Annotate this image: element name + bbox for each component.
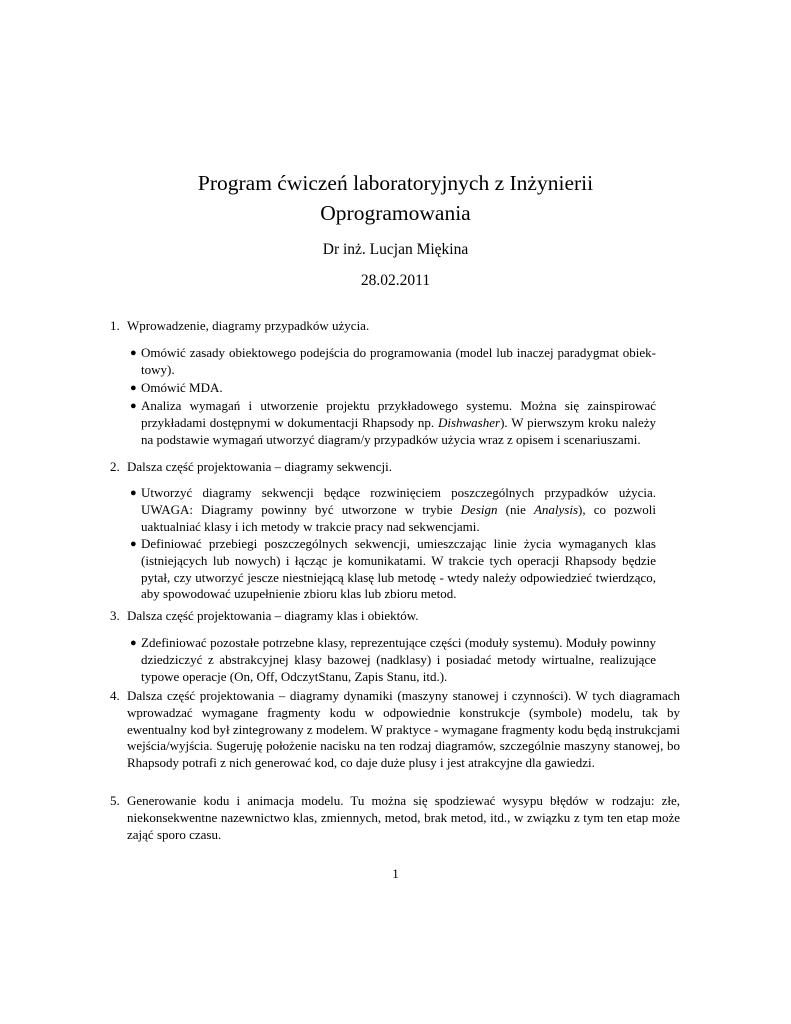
bullet-icon: ● [130,538,137,550]
title-line-1: Program ćwiczeń laboratoryjnych z Inżynierii [197,171,594,195]
list-item-text: Zdefiniować pozostałe potrzebne klasy, reprezentujące części (moduły systemu). Moduły powinny dziedziczyć z abstrakcyjnej klasy bazowej (nadklasy) i posiadać metody wirtualne, realizujące typowe operacje (On, Off, OdczytStanu, Zapis Stanu, itd.). [141,635,656,684]
list-item [130,536,656,603]
bullet-icon: ● [130,487,137,499]
section-1-heading [110,318,680,335]
bullet-icon: ● [130,347,137,359]
section-number: 2. [110,459,120,474]
text-run: ). W pierwszym kroku należy na podstawie wymagań utworzyć diagram/y przypadków użycia wraz z opisem i scenariuszami. [141,414,656,447]
list-item-text: Omówić MDA. [141,380,223,395]
list-item [130,485,657,535]
section-number: 4. [110,688,120,703]
list-item [130,398,656,448]
section-4-paragraph [110,688,680,772]
bullet-icon: ● [130,637,137,649]
section-number: 1. [110,318,120,333]
bullet-icon: ● [130,382,137,394]
section-number: 5. [110,793,120,808]
list-item-text: Omówić zasady obiektowego podejścia do programowania (model lub inaczej paradygmat obiek- towy). [141,345,656,377]
document-title [120,168,671,228]
emphasis-text: Analysis [533,501,579,517]
bullet-icon: ● [130,400,137,412]
section-number: 3. [110,608,120,623]
text-run: Analiza wymagań i utworzenie projektu przykładowego systemu. Można się zainspirować przykładami dostępnymi w dokumentacji Rhapsody np. [141,398,656,430]
emphasis-text: Dishwasher [437,414,501,430]
emphasis-text: Design [460,501,498,517]
section-title: Dalsza część projektowania – diagramy sekwencji. [127,459,392,474]
text-run: ), co pozwoli uaktualniać klasy i ich metody w trakcie pracy nad sekwencjami. [141,501,657,534]
section-3-heading [110,608,680,625]
document-date: 28.02.2011 [360,272,431,289]
document-author: Dr inż. Lucjan Miękina [322,241,469,258]
text-run: (nie [497,501,534,517]
section-text: Dalsza część projektowania – diagramy dynamiki (maszyny stanowej i czynności). W tych diagramach wprowadzać wymagane fragmenty kodu w odpowiednie konstrukcje (symbole) modelu, tak by ewentualny kod był zintegrowany z modelem. W praktyce - wymagane fragmenty kodu będą instrukcjami wejścia/wyjścia. Sugeruję położenie nacisku na ten rodzaj diagramów, szczególnie maszyny stanowej, bo Rhapsody potrafi z nich generować kod, co daje duże plusy i jest atrakcyjne dla gawiedzi. [127,688,680,771]
title-line-2: Oprogramowania [320,201,471,225]
section-title: Dalsza część projektowania – diagramy klas i obiektów. [127,608,419,623]
list-item-text: Definiować przebiegi poszczególnych sekwencji, umieszczając linie życia wymaganych klas (istniejących lub nowych) i łącząc je komunikatami. W trakcie tych operacji Rhapsody będzie pytał, czy utworzyć jescze niestniejącą klasę lub metodę - wtedy należy odpowiedzieć twierdząco, aby spowodować uzupełnienie zbioru klas lub zbioru metod. [141,536,656,602]
list-item [130,345,656,379]
section-text: Generowanie kodu i animacja modelu. Tu można się spodziewać wysypu błędów w rodzaju: złe, niekonsekwentne nazewnictwo klas, zmiennych, metod, brak metod, itd., w związku z tym ten etap może zająć sporo czasu. [127,793,680,842]
text-run: Utworzyć diagramy sekwencji będące rozwinięciem poszczególnych przypadków użycia. UWAGA: Diagramy powinny być utworzone w trybie [141,485,656,517]
page-number: 1 [392,866,399,881]
section-5-paragraph [110,793,680,843]
list-item-text [141,398,656,448]
section-2-heading [110,459,680,476]
list-item [130,635,656,685]
list-item-text [141,485,656,535]
section-title: Wprowadzenie, diagramy przypadków użycia. [127,318,370,333]
list-item [130,380,656,397]
